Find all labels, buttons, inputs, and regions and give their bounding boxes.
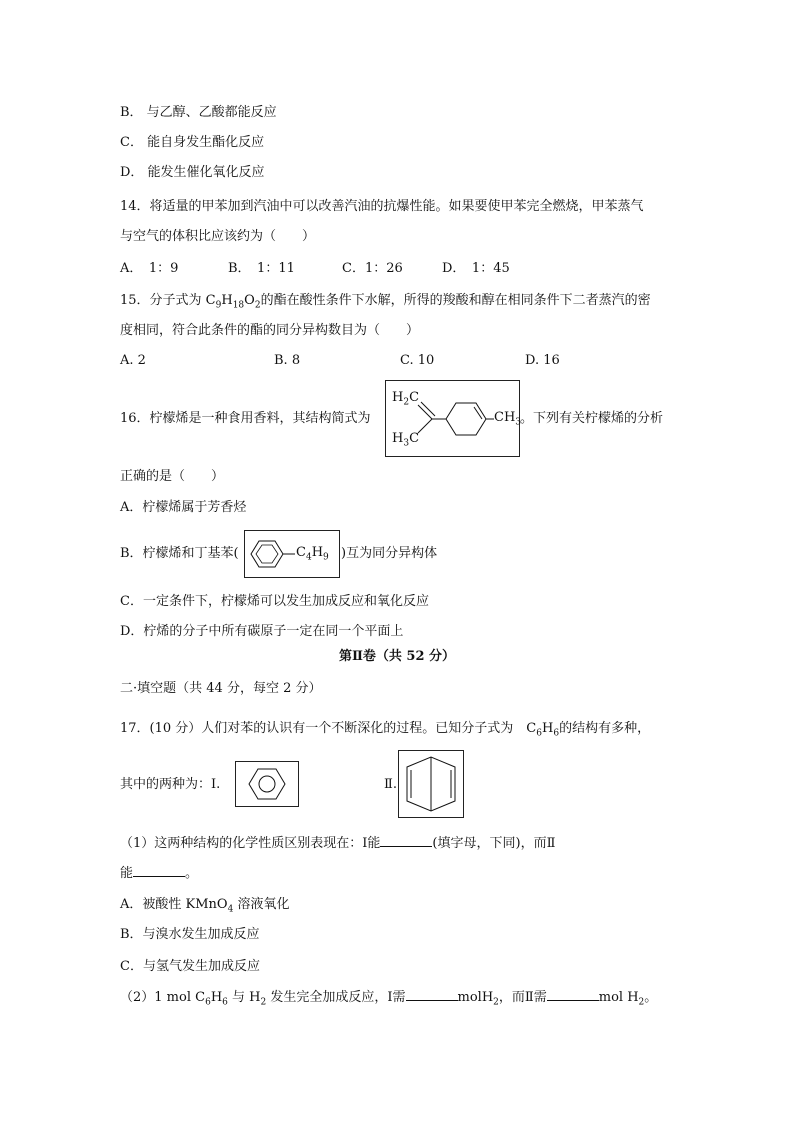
q17-stem-line1: 17．(10 分）人们对苯的认识有一个不断深化的过程。已知分子式为 $C_6H_6$的结构有多种， [120,721,651,739]
q15-stem-line2: 度相同，符合此条件的酯的同分异构数目为（ ） [120,323,420,338]
q17-option-a: A．被酸性 KMnO$_4$ 溶液氧化 [120,897,290,915]
h2c-label: $H_2C$ [392,390,420,408]
section-title: 第Ⅱ卷（共 52 分） [338,649,456,664]
q13-option-d: D． 能发生催化氧化反应 [120,165,265,180]
answer-blank-3[interactable] [406,988,458,1001]
q13-option-b: B． 与乙醇、乙酸都能反应 [120,105,277,120]
q17-part2: （2）1 mol $C_6H_6$ 与 $H_2$ 发生完全加成反应，Ⅰ需 molH$_2$，而Ⅱ需 mol $H_2$。 [120,990,658,1008]
q13-option-c: C． 能自身发生酯化反应 [120,135,265,150]
q17-part1-line1: （1）这两种结构的化学性质区别表现在：Ⅰ能 (填字母，下同)，而Ⅱ [120,836,556,851]
q15-option-a: A. 2 [120,353,146,368]
q14-option-a: A． 1：9 [120,261,179,276]
ch3-label: $CH_3$ [494,410,522,428]
q15-stem-line1: 15．分子式为 $C_9H_{18}O_2$的酯在酸性条件下水解，所得的羧酸和醇在相同条件下二者蒸汽的密 [120,293,651,311]
q16-stem-post: 。下列有关柠檬烯的分析 [520,411,664,426]
answer-blank-2[interactable] [133,864,185,877]
butylbenzene-structure [244,530,340,578]
q16-stem-line2: 正确的是（ ） [120,469,225,484]
q14-option-b: B． 1：11 [228,261,295,276]
q14-stem-line2: 与空气的体积比应该约为（ ） [120,229,316,244]
q17-option-b: B．与溴水发生加成反应 [120,927,260,942]
q15-option-b: B. 8 [274,353,301,368]
q17-part1-line2: 能 。 [120,866,199,881]
q14-stem-line1: 14．将适量的甲苯加到汽油中可以改善汽油的抗爆性能。如果要使甲苯完全燃烧，甲苯蒸气 [120,199,644,214]
c4h9-label: $C_4H_9$ [296,545,329,563]
q17-stem-line2: 其中的两种为：Ⅰ. [120,777,221,792]
benzene-kekule-icon [236,762,298,806]
q15-option-d: D. 16 [525,353,560,368]
q16-option-a: A．柠檬烯属于芳香烃 [120,500,247,515]
fill-section-heading: 二·填空题（共 44 分，每空 2 分） [120,681,322,696]
h3c-label: $H_3C$ [392,431,420,449]
dewar-benzene-icon [399,751,463,817]
q16-option-b-pre: B．柠檬烯和丁基苯( [120,546,239,561]
q16-option-b-post: )互为同分异构体 [341,546,438,561]
q14-option-d: D． 1：45 [442,261,510,276]
q16-stem-pre: 16．柠檬烯是一种食用香料，其结构简式为 [120,411,371,426]
q15-option-c: C. 10 [400,353,435,368]
q14-option-c: C．1：26 [342,261,403,276]
limonene-structure [385,380,520,457]
q17-option-c: C．与氢气发生加成反应 [120,959,260,974]
structure-ii-label: Ⅱ. [384,777,397,792]
dewar-benzene-structure [398,750,464,818]
answer-blank-1[interactable] [380,834,432,847]
benzene-structure-i [235,761,299,807]
q16-option-d: D．柠烯的分子中所有碳原子一定在同一个平面上 [120,624,404,639]
answer-blank-4[interactable] [547,988,599,1001]
q16-option-c: C．一定条件下，柠檬烯可以发生加成反应和氧化反应 [120,594,429,609]
